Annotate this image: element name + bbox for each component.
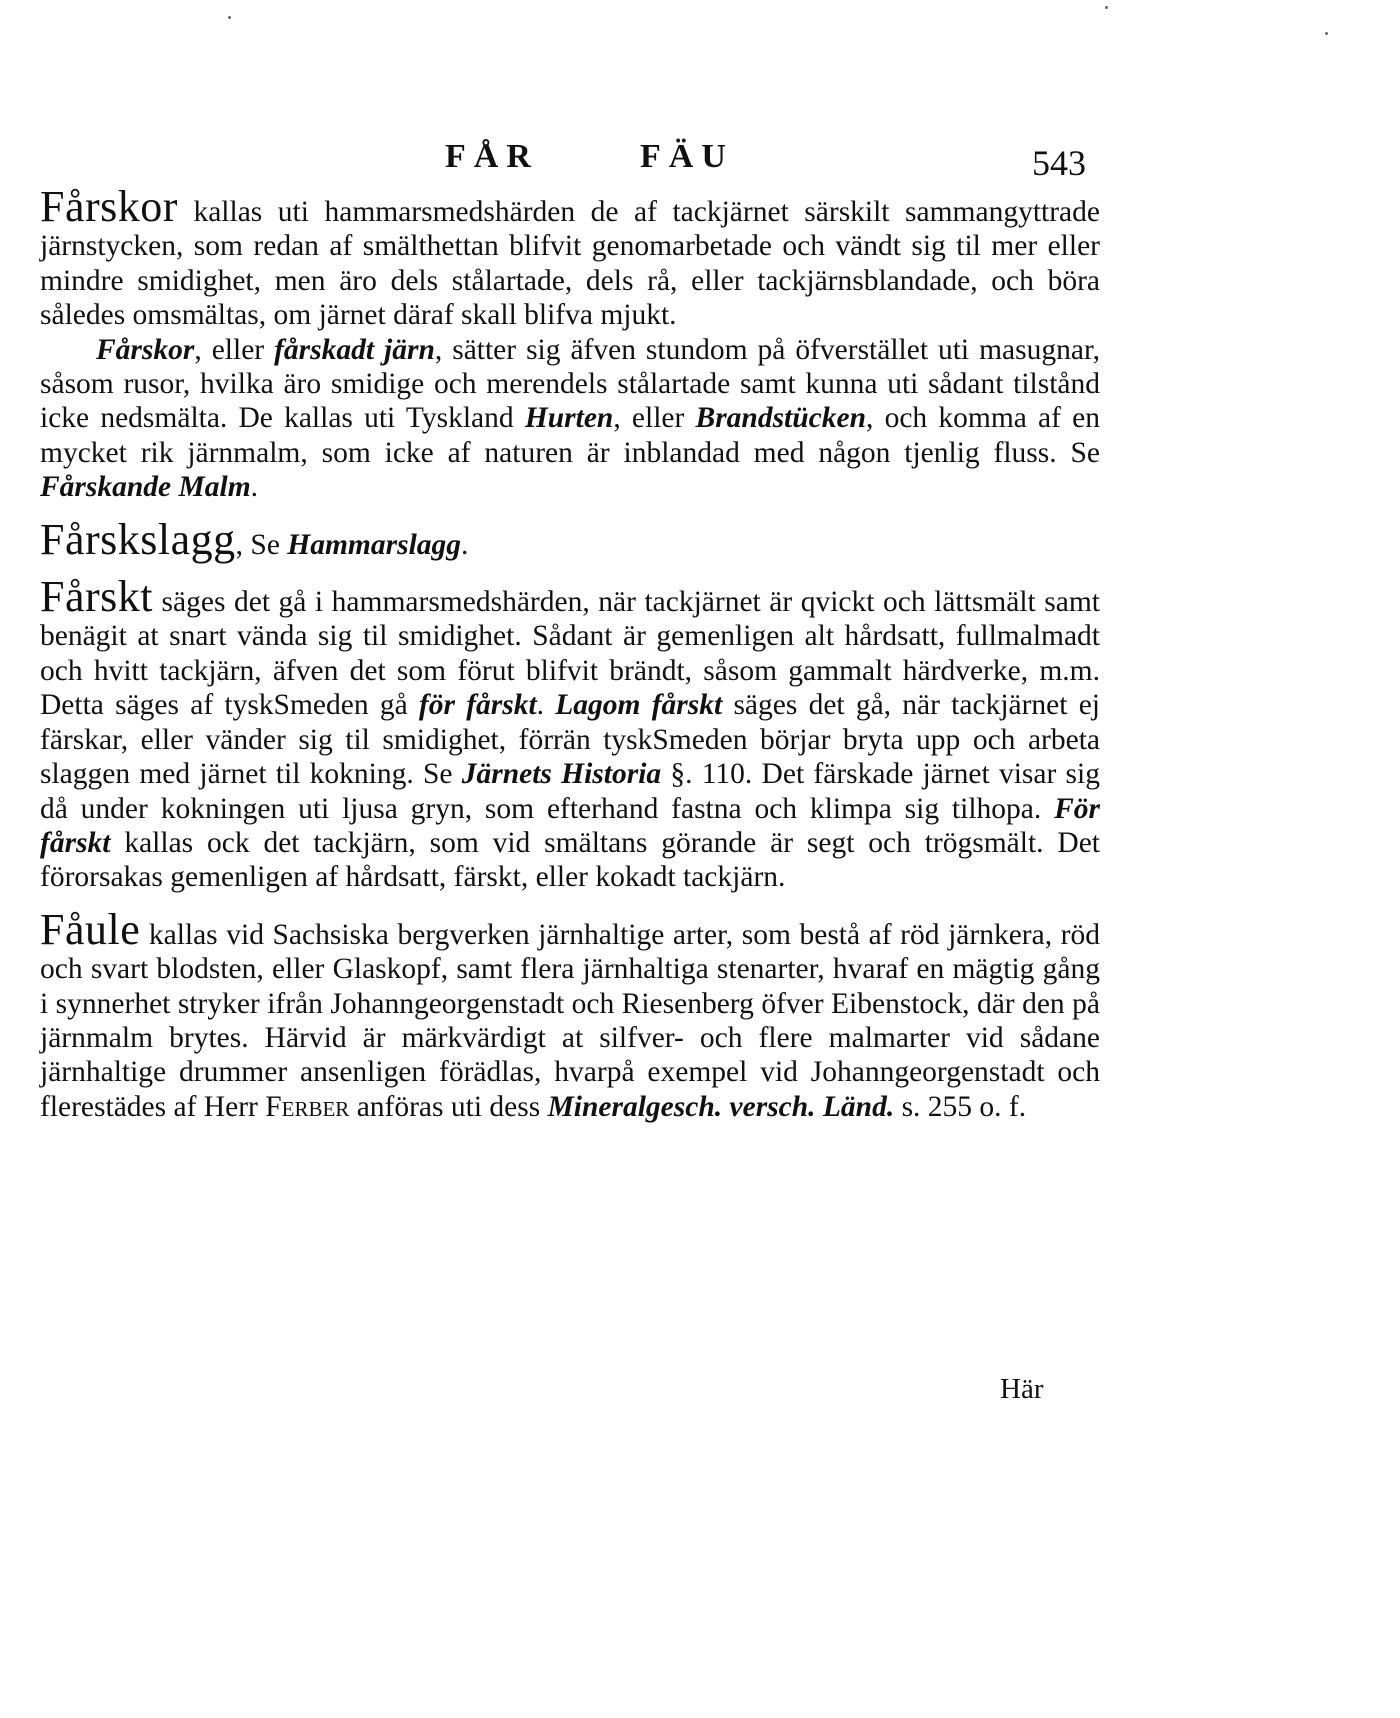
entry-paragraph xyxy=(40,182,1100,333)
running-head-left: FÅR xyxy=(445,138,539,175)
page-number: 543 xyxy=(1032,143,1086,183)
cross-reference: För fårskt xyxy=(40,792,1100,859)
entry-paragraph xyxy=(40,514,1100,564)
scan-speck xyxy=(1325,32,1328,35)
dictionary-entry xyxy=(40,572,1100,895)
entry-headword: Fårskslagg xyxy=(40,514,236,564)
entry-text: s. 255 o. f. xyxy=(894,1090,1027,1123)
entry-headword: Fåule xyxy=(40,904,141,954)
entry-text: , sätter sig äfven stundom på öfverstället uti masugnar, såsom rusor, hvilka äro smidige och merendels stålartade samt kunna uti sådant tilstånd icke nedsmälta. De kallas uti Tyskland xyxy=(40,333,1100,435)
running-head xyxy=(40,130,1100,190)
entry-text: kallas uti hammarsmedshärden de af tackjärnet särskilt sammangyttrade järnstycken, som redan af smälthettan blifvit genomarbetade och vändt sig til mer eller mindre smidighet, men äro dels stålartade, dels rå, eller tackjärnsblandade, och böra således omsmältas, om järnet däraf skall blifva mjukt. xyxy=(40,196,1100,332)
entry-text: , och komma af en mycket rik järnmalm, som icke af naturen är inblandad med någon tjenlig fluss. Se xyxy=(40,402,1101,469)
entry-text: säges det gå, när tackjärnet ej färskar, eller vänder sig til smidighet, förrän tyskSmeden börjar bryta upp och arbeta slaggen med järnet til kokning. Se xyxy=(40,689,1100,791)
entry-headword: Fårskor xyxy=(40,182,178,231)
entry-text: , Se xyxy=(235,528,288,561)
entry-headword: Fårskt xyxy=(40,572,153,622)
author-name: Ferber xyxy=(265,1090,350,1123)
scan-speck xyxy=(228,16,231,19)
entry-text: säges det gå i hammarsmedshärden, när tackjärnet är qvickt och lättsmält samt benägit at snart vända sig til smidighet. Sådant är gemenligen alt hårdsatt, fullmalmadt och hvitt tackjärn, äfven det som förut blifvit brändt, såsom gammalt härdverke, m.m. Detta säges af tyskSmeden gå xyxy=(40,586,1100,722)
entry-text: . xyxy=(461,528,469,561)
cross-reference: Fårskande Malm xyxy=(40,471,251,504)
entry-paragraph xyxy=(40,572,1100,895)
cross-reference: Brandstücken xyxy=(695,402,867,435)
cross-reference: fårskadt järn xyxy=(274,333,435,366)
entry-text: , eller xyxy=(194,333,275,366)
cross-reference: Hurten xyxy=(524,402,614,435)
entry-text: , eller xyxy=(613,402,696,435)
cross-reference: Järnets Historia xyxy=(461,758,662,791)
dictionary-entry xyxy=(40,182,1101,505)
cross-reference: för fårskt xyxy=(418,689,537,722)
scan-speck xyxy=(1105,6,1108,9)
cross-reference: Hammarslagg xyxy=(287,528,462,561)
dictionary-entry xyxy=(40,904,1100,1124)
entry-paragraph xyxy=(40,333,1100,505)
entry-text: kallas vid Sachsiska bergverken järnhaltige arter, som bestå af röd järnkera, röd och svart blodsten, eller Glaskopf, samt flera järnhaltiga stenarter, hvaraf en mägtig gång i synnerhet stryker ifrån Johanngeorgenstadt och Riesenberg öfver Eibenstock, där den på järnmalm brytes. Härvid är märkvärdigt at silfver- och flere malmarter vid sådane järnhaltige drummer ansenligen förädlas, hvarpå exempel vid Johanngeorgenstadt och flerestädes af Herr xyxy=(40,918,1100,1123)
cross-reference: Lagom fårskt xyxy=(555,689,723,722)
entry-text: anföras uti dess xyxy=(349,1090,548,1123)
entry-text: kallas ock det tackjärn, som vid smältans görande är segt och trögsmält. Det förorsakas gemenligen af hårdsatt, färskt, eller kokadt tackjärn. xyxy=(40,826,1100,894)
entry-text: §. 110. Det färskade järnet visar sig då under kokningen uti ljusa gryn, som efterhand fastna och klimpa sig tilhopa. xyxy=(40,758,1100,825)
running-head-right: FÄU xyxy=(640,138,734,175)
dictionary-entries xyxy=(40,182,1101,1124)
entry-text: . xyxy=(250,471,259,504)
book-page xyxy=(40,130,1100,1142)
entry-paragraph xyxy=(40,904,1100,1124)
catchword: Här xyxy=(1000,1373,1044,1405)
cross-reference: Mineralgesch. versch. Länd. xyxy=(547,1090,895,1123)
cross-reference: Fårskor xyxy=(96,333,195,366)
dictionary-entry xyxy=(40,514,1100,564)
entry-text: . xyxy=(536,689,556,722)
